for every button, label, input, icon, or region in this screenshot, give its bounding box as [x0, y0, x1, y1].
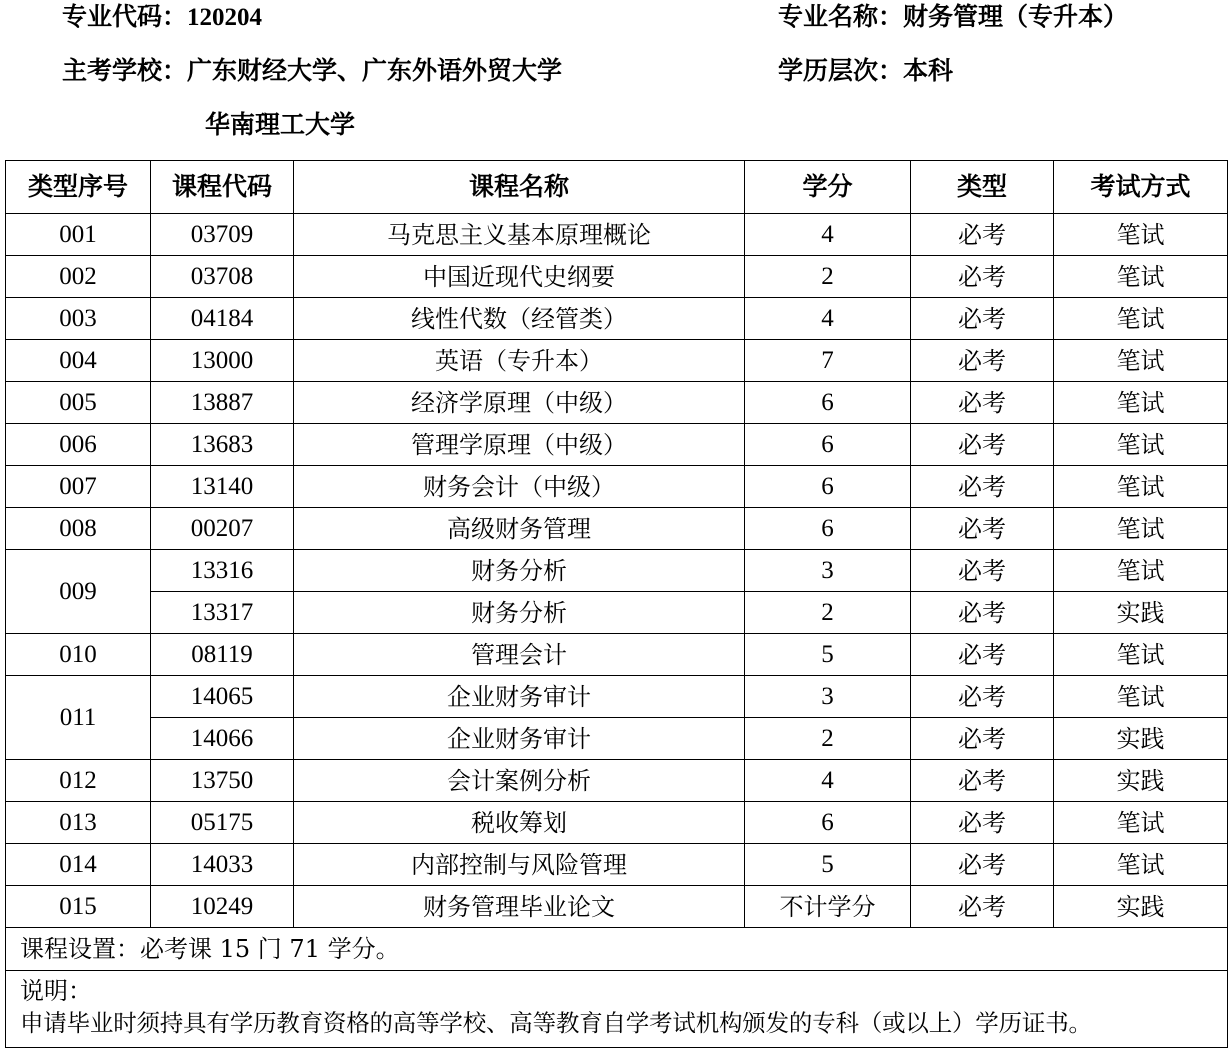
cell-credit: 2 — [745, 718, 911, 760]
cell-name: 会计案例分析 — [294, 760, 745, 802]
cell-exam: 笔试 — [1054, 550, 1228, 592]
table-row — [6, 760, 1228, 802]
table-row — [6, 550, 1228, 592]
cell-name: 马克思主义基本原理概论 — [294, 214, 745, 256]
col-header-credit: 学分 — [745, 161, 911, 214]
cell-type: 必考 — [911, 424, 1054, 466]
cell-name: 线性代数（经管类） — [294, 298, 745, 340]
cell-name: 管理学原理（中级） — [294, 424, 745, 466]
cell-type: 必考 — [911, 718, 1054, 760]
cell-credit: 6 — [745, 466, 911, 508]
cell-seq: 006 — [6, 424, 151, 466]
cell-name: 管理会计 — [294, 634, 745, 676]
table-row — [6, 466, 1228, 508]
cell-type: 必考 — [911, 592, 1054, 634]
cell-code: 13000 — [151, 340, 294, 382]
cell-credit: 2 — [745, 592, 911, 634]
table-row — [6, 676, 1228, 718]
cell-exam: 笔试 — [1054, 802, 1228, 844]
cell-seq: 010 — [6, 634, 151, 676]
cell-code: 13887 — [151, 382, 294, 424]
col-header-type: 类型 — [911, 161, 1054, 214]
cell-code: 14065 — [151, 676, 294, 718]
cell-credit: 6 — [745, 802, 911, 844]
cell-name: 企业财务审计 — [294, 718, 745, 760]
cell-name: 英语（专升本） — [294, 340, 745, 382]
col-header-name: 课程名称 — [294, 161, 745, 214]
major-name — [778, 2, 1128, 32]
note-label: 说明： — [20, 977, 92, 1005]
cell-code: 13140 — [151, 466, 294, 508]
school — [62, 56, 562, 86]
cell-name: 经济学原理（中级） — [294, 382, 745, 424]
note-text: 申请毕业时须持具有学历教育资格的高等学校、高等教育自学考试机构颁发的专科（或以上）学历证书。 — [20, 1009, 1092, 1037]
cell-code: 05175 — [151, 802, 294, 844]
cell-code: 08119 — [151, 634, 294, 676]
cell-code: 04184 — [151, 298, 294, 340]
cell-credit: 5 — [745, 634, 911, 676]
cell-code: 13750 — [151, 760, 294, 802]
cell-code: 13683 — [151, 424, 294, 466]
cell-type: 必考 — [911, 886, 1054, 928]
cell-type: 必考 — [911, 508, 1054, 550]
cell-credit: 6 — [745, 508, 911, 550]
cell-exam: 笔试 — [1054, 466, 1228, 508]
cell-credit: 5 — [745, 844, 911, 886]
cell-code: 13316 — [151, 550, 294, 592]
cell-exam: 实践 — [1054, 592, 1228, 634]
table-row — [6, 592, 1228, 634]
course-summary: 课程设置：必考课 15 门 71 学分。 — [6, 928, 1228, 971]
cell-name: 财务管理毕业论文 — [294, 886, 745, 928]
cell-exam: 笔试 — [1054, 256, 1228, 298]
cell-credit: 4 — [745, 298, 911, 340]
cell-name: 财务分析 — [294, 592, 745, 634]
cell-seq: 007 — [6, 466, 151, 508]
cell-name: 内部控制与风险管理 — [294, 844, 745, 886]
table-row — [6, 508, 1228, 550]
school-label: 主考学校： — [62, 56, 188, 85]
cell-credit: 3 — [745, 550, 911, 592]
cell-type: 必考 — [911, 634, 1054, 676]
cell-seq: 011 — [6, 676, 151, 760]
cell-exam: 笔试 — [1054, 214, 1228, 256]
cell-credit: 3 — [745, 676, 911, 718]
cell-exam: 笔试 — [1054, 508, 1228, 550]
cell-credit: 6 — [745, 424, 911, 466]
table-row — [6, 844, 1228, 886]
table-row — [6, 298, 1228, 340]
cell-type: 必考 — [911, 466, 1054, 508]
cell-code: 14033 — [151, 844, 294, 886]
level-value: 本科 — [903, 56, 954, 85]
cell-exam: 笔试 — [1054, 340, 1228, 382]
cell-code: 03708 — [151, 256, 294, 298]
cell-name: 高级财务管理 — [294, 508, 745, 550]
cell-type: 必考 — [911, 550, 1054, 592]
cell-seq: 005 — [6, 382, 151, 424]
cell-exam: 实践 — [1054, 886, 1228, 928]
table-header-row — [6, 161, 1228, 214]
note-cell — [6, 971, 1228, 1048]
cell-type: 必考 — [911, 676, 1054, 718]
cell-name: 中国近现代史纲要 — [294, 256, 745, 298]
cell-seq: 014 — [6, 844, 151, 886]
cell-code: 13317 — [151, 592, 294, 634]
cell-credit: 不计学分 — [745, 886, 911, 928]
cell-credit: 4 — [745, 214, 911, 256]
table-row — [6, 718, 1228, 760]
cell-exam: 笔试 — [1054, 382, 1228, 424]
cell-type: 必考 — [911, 340, 1054, 382]
col-header-code: 课程代码 — [151, 161, 294, 214]
cell-code: 14066 — [151, 718, 294, 760]
cell-type: 必考 — [911, 844, 1054, 886]
cell-code: 03709 — [151, 214, 294, 256]
cell-credit: 2 — [745, 256, 911, 298]
table-row — [6, 382, 1228, 424]
cell-seq: 001 — [6, 214, 151, 256]
major-name-value: 财务管理（专升本） — [903, 2, 1129, 31]
cell-type: 必考 — [911, 298, 1054, 340]
table-row — [6, 340, 1228, 382]
major-code-label: 专业代码： — [62, 2, 188, 31]
cell-seq: 009 — [6, 550, 151, 634]
cell-type: 必考 — [911, 382, 1054, 424]
school-value-line2: 华南理工大学 — [205, 110, 356, 139]
school-value-line1: 广东财经大学、广东外语外贸大学 — [187, 56, 563, 85]
col-header-exam: 考试方式 — [1054, 161, 1228, 214]
summary-row — [6, 928, 1228, 971]
cell-name: 财务分析 — [294, 550, 745, 592]
table-row — [6, 256, 1228, 298]
cell-seq: 004 — [6, 340, 151, 382]
table-row — [6, 802, 1228, 844]
cell-name: 财务会计（中级） — [294, 466, 745, 508]
cell-seq: 008 — [6, 508, 151, 550]
cell-code: 10249 — [151, 886, 294, 928]
cell-exam: 实践 — [1054, 760, 1228, 802]
level-label: 学历层次： — [778, 56, 904, 85]
cell-seq: 002 — [6, 256, 151, 298]
education-level — [778, 56, 953, 86]
cell-seq: 003 — [6, 298, 151, 340]
cell-type: 必考 — [911, 802, 1054, 844]
cell-seq: 012 — [6, 760, 151, 802]
cell-credit: 4 — [745, 760, 911, 802]
cell-code: 00207 — [151, 508, 294, 550]
table-row — [6, 634, 1228, 676]
cell-seq: 015 — [6, 886, 151, 928]
cell-exam: 笔试 — [1054, 298, 1228, 340]
cell-exam: 笔试 — [1054, 424, 1228, 466]
major-code — [62, 2, 262, 33]
cell-type: 必考 — [911, 256, 1054, 298]
cell-type: 必考 — [911, 760, 1054, 802]
cell-name: 企业财务审计 — [294, 676, 745, 718]
course-table — [5, 160, 1228, 1048]
cell-exam: 笔试 — [1054, 634, 1228, 676]
cell-type: 必考 — [911, 214, 1054, 256]
cell-seq: 013 — [6, 802, 151, 844]
col-header-seq: 类型序号 — [6, 161, 151, 214]
cell-exam: 笔试 — [1054, 844, 1228, 886]
table-row — [6, 886, 1228, 928]
cell-credit: 6 — [745, 382, 911, 424]
table-row — [6, 214, 1228, 256]
cell-credit: 7 — [745, 340, 911, 382]
cell-name: 税收筹划 — [294, 802, 745, 844]
cell-exam: 实践 — [1054, 718, 1228, 760]
major-name-label: 专业名称： — [778, 2, 904, 31]
major-code-value: 120204 — [187, 4, 263, 31]
note-row — [6, 971, 1228, 1048]
cell-exam: 笔试 — [1054, 676, 1228, 718]
table-row — [6, 424, 1228, 466]
